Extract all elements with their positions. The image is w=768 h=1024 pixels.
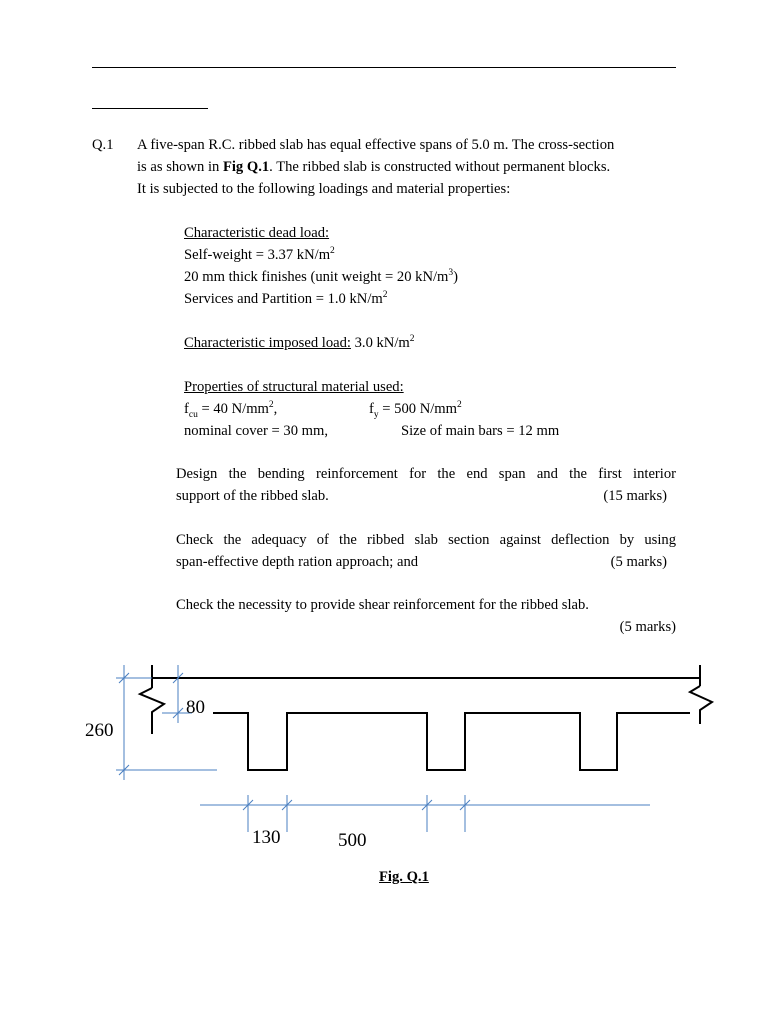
figure-reference: Fig Q.1 <box>222 159 270 175</box>
cover-line: nominal cover = 30 mm, <box>184 423 329 439</box>
task-1-marks: (15 marks) <box>603 488 667 504</box>
task-2-line-2: span-effective depth ration approach; and <box>176 554 419 570</box>
finishes-line: 20 mm thick finishes (unit weight = 20 $kN/m^3$) <box>184 268 459 285</box>
right-break-line <box>690 686 712 724</box>
task-2-line-1: Check the adequacy of the ribbed slab section against deflection by using <box>176 532 676 548</box>
slab-outline <box>140 665 712 770</box>
dim-label-130: 130 <box>252 827 281 848</box>
left-break-line <box>140 688 164 718</box>
figure-caption: Fig. Q.1 <box>379 869 429 885</box>
dead-load-heading: Characteristic dead load: <box>184 225 330 241</box>
task-2-marks: (5 marks) <box>610 554 667 570</box>
imposed-load-line: Characteristic imposed load: 3.0 $kN/m^2$ <box>184 334 415 351</box>
materials-heading: Properties of structural material used: <box>184 379 404 395</box>
fcu-line: $f_{cu} = 40$ $N/mm^2$, <box>184 400 278 420</box>
dimension-lines <box>116 665 650 832</box>
imposed-load-heading: Characteristic imposed load: <box>184 335 351 351</box>
bar-size-line: Size of main bars = 12 mm <box>401 423 560 439</box>
services-line: Services and Partition = 1.0 $kN/m^2$ <box>184 290 388 307</box>
intro-line-1: A five-span R.C. ribbed slab has equal effective spans of 5.0 m. The cross-section <box>137 137 615 153</box>
fy-line: $f_y = 500$ $N/mm^2$ <box>369 400 462 420</box>
task-1-line-1: Design the bending reinforcement for the end span and the first interior <box>176 466 676 482</box>
self-weight-line: Self-weight = 3.37 $kN/m^2$ <box>184 246 335 263</box>
question-number: Q.1 <box>92 137 114 153</box>
task-1-line-2: support of the ribbed slab. <box>176 488 329 504</box>
dim-label-80: 80 <box>186 697 205 718</box>
slab-soffit-with-ribs <box>213 713 690 770</box>
dim-label-260: 260 <box>85 720 114 741</box>
task-3-marks: (5 marks) <box>619 619 676 635</box>
dim-label-500: 500 <box>338 830 367 851</box>
task-3-line-1: Check the necessity to provide shear reinforcement for the ribbed slab. <box>176 597 589 613</box>
intro-line-2: is as shown in Fig Q.1. The ribbed slab is constructed without permanent blocks. <box>137 159 611 175</box>
intro-line-3: It is subjected to the following loadings and material properties: <box>137 181 511 197</box>
